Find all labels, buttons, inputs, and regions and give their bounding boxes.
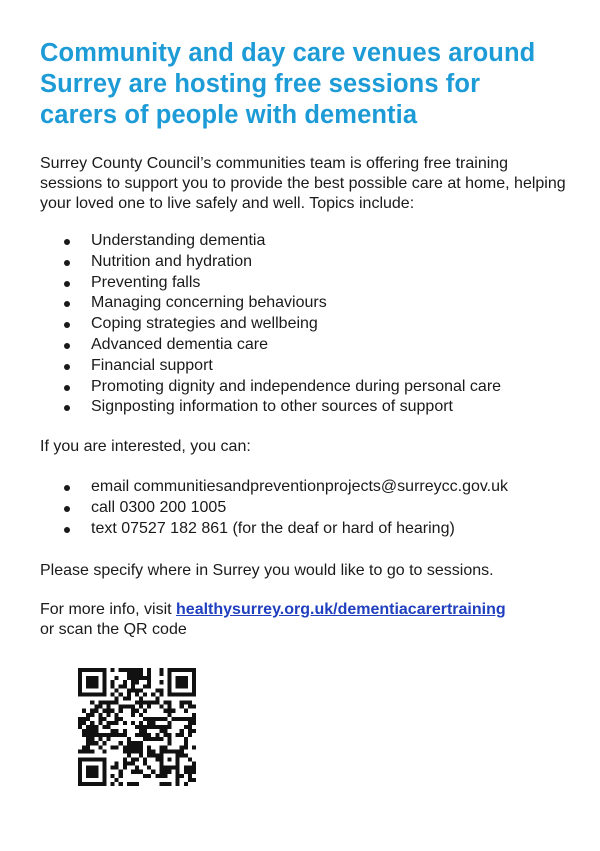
topic-item: Advanced dementia care <box>40 335 560 356</box>
title-line-2: Surrey are hosting free sessions for <box>40 70 481 98</box>
more-info-suffix: or scan the QR code <box>40 620 187 638</box>
title-line-3: carers of people with dementia <box>40 101 418 129</box>
topic-item: Nutrition and hydration <box>40 252 560 273</box>
more-info-paragraph <box>40 600 560 640</box>
more-info-prefix: For more info, visit <box>40 600 177 618</box>
title-line-1: Community and day care venues around <box>40 39 536 67</box>
topic-item: Signposting information to other sources of support <box>40 397 560 418</box>
topic-item: Understanding dementia <box>40 231 560 252</box>
interested-paragraph: If you are interested, you can: <box>40 438 251 456</box>
topics-list <box>40 231 560 418</box>
contact-list <box>40 477 560 539</box>
topic-item: Promoting dignity and independence during personal care <box>40 377 560 398</box>
topic-item: Coping strategies and wellbeing <box>40 314 560 335</box>
more-info-link[interactable]: healthysurrey.org.uk/dementiacarertraining <box>176 600 506 618</box>
page-title <box>40 38 560 131</box>
intro-paragraph: Surrey County Council’s communities team is offering free training sessions to support you to provide the best possible care at home, helping your loved one to live safely and well. Topics include: <box>40 155 566 212</box>
topic-item: Financial support <box>40 356 560 377</box>
contact-email: email communitiesandpreventionprojects@surreycc.gov.uk <box>40 477 560 498</box>
topic-item: Managing concerning behaviours <box>40 293 560 314</box>
contact-phone: call 0300 200 1005 <box>40 498 560 519</box>
topic-item: Preventing falls <box>40 273 560 294</box>
contact-text: text 07527 182 861 (for the deaf or hard of hearing) <box>40 519 560 540</box>
specify-paragraph: Please specify where in Surrey you would like to go to sessions. <box>40 561 494 579</box>
qr-code-icon[interactable] <box>78 668 196 786</box>
